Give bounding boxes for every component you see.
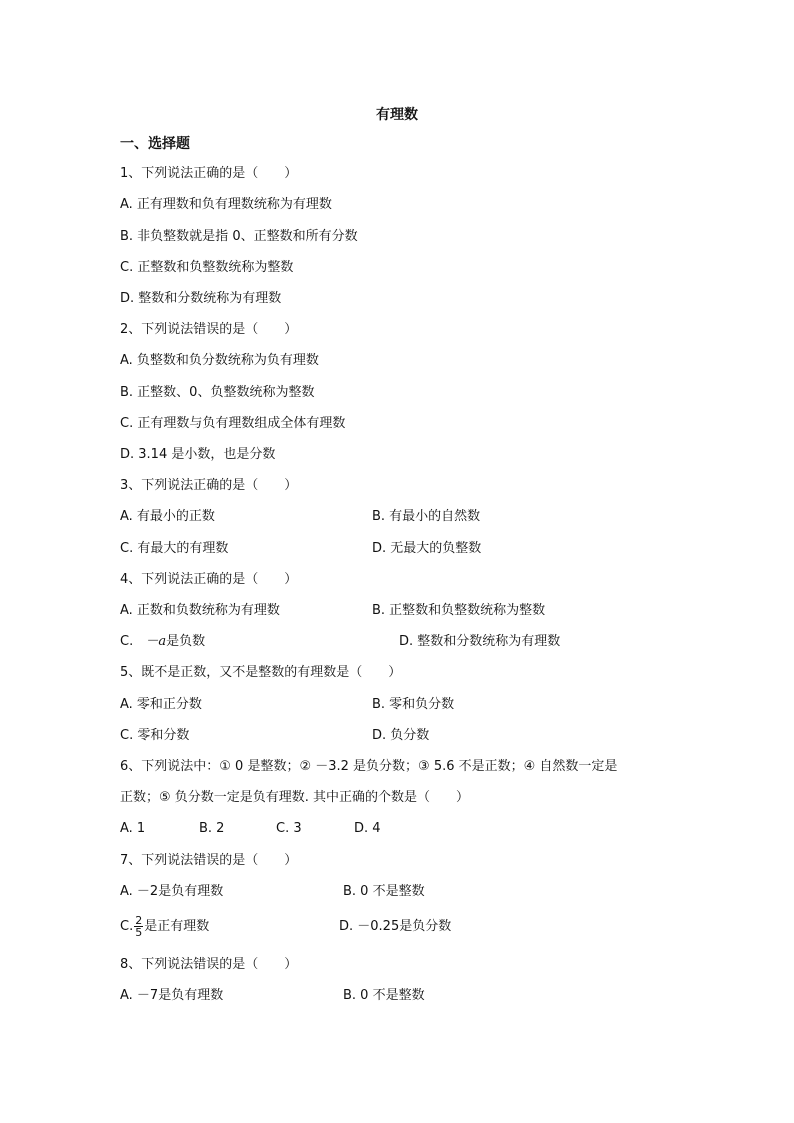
question-2-option-b: B. 正整数、0、负整数统称为整数	[120, 385, 315, 400]
question-5-option-a: A. 零和正分数	[120, 697, 202, 712]
fraction	[134, 915, 143, 938]
question-7-stem: 7、下列说法错误的是（ ）	[120, 853, 298, 868]
question-7-option-d: D. －0.25是负分数	[339, 919, 452, 934]
section-heading: 一、选择题	[120, 136, 190, 152]
question-5-option-c: C. 零和分数	[120, 728, 190, 743]
question-6-option-c: C. 3	[276, 821, 302, 836]
option-letter: C.	[120, 634, 134, 649]
page-title: 有理数	[376, 107, 418, 123]
question-2-stem: 2、下列说法错误的是（ ）	[120, 322, 298, 337]
fraction-denominator: 5	[135, 926, 143, 939]
math-expression: －a	[145, 634, 167, 649]
question-3-option-d: D. 无最大的负整数	[372, 541, 482, 556]
question-1-option-b: B. 非负整数就是指 0、正整数和所有分数	[120, 229, 358, 244]
question-2-option-a: A. 负整数和负分数统称为负有理数	[120, 353, 319, 368]
question-2-option-d: D. 3.14 是小数，也是分数	[120, 447, 276, 462]
option-letter: C.	[120, 919, 134, 934]
question-3-stem: 3、下列说法正确的是（ ）	[120, 478, 298, 493]
question-5-option-b: B. 零和负分数	[372, 697, 455, 712]
question-3-option-a: A. 有最小的正数	[120, 509, 215, 524]
question-4-option-d: D. 整数和分数统称为有理数	[399, 634, 561, 649]
question-5-stem: 5、既不是正数，又不是整数的有理数是（ ）	[120, 665, 402, 680]
question-8-option-b: B. 0 不是整数	[343, 988, 425, 1003]
question-6-option-d: D. 4	[354, 821, 381, 836]
question-8-stem: 8、下列说法错误的是（ ）	[120, 957, 298, 972]
question-2-option-c: C. 正有理数与负有理数组成全体有理数	[120, 416, 346, 431]
question-3-option-b: B. 有最小的自然数	[372, 509, 481, 524]
question-5-option-d: D. 负分数	[372, 728, 430, 743]
question-1-option-d: D. 整数和分数统称为有理数	[120, 291, 282, 306]
question-6-option-a: A. 1	[120, 821, 146, 836]
question-4-option-b: B. 正整数和负整数统称为整数	[372, 603, 546, 618]
question-1-option-a: A. 正有理数和负有理数统称为有理数	[120, 197, 332, 212]
question-6-stem-line-2: 正数；⑤ 负分数一定是负有理数. 其中正确的个数是（ ）	[120, 790, 470, 805]
question-1-stem: 1、下列说法正确的是（ ）	[120, 166, 298, 181]
question-4-option-a: A. 正数和负数统称为有理数	[120, 603, 280, 618]
question-4-stem: 4、下列说法正确的是（ ）	[120, 572, 298, 587]
question-4-option-c	[120, 633, 205, 651]
option-text: 是负数	[166, 634, 206, 649]
question-7-option-b: B. 0 不是整数	[343, 884, 425, 899]
question-3-option-c: C. 有最大的有理数	[120, 541, 229, 556]
question-7-option-a: A. －2是负有理数	[120, 884, 224, 899]
question-7-option-c	[120, 913, 209, 941]
question-8-option-a: A. －7是负有理数	[120, 988, 224, 1003]
question-6-option-b: B. 2	[199, 821, 225, 836]
option-text: 是正有理数	[144, 919, 210, 934]
fraction-numerator: 2	[135, 914, 143, 927]
question-6-stem-line-1: 6、下列说法中：① 0 是整数；② －3.2 是负分数；③ 5.6 不是正数；④ 自然数一定是	[120, 759, 618, 774]
question-1-option-c: C. 正整数和负整数统称为整数	[120, 260, 294, 275]
